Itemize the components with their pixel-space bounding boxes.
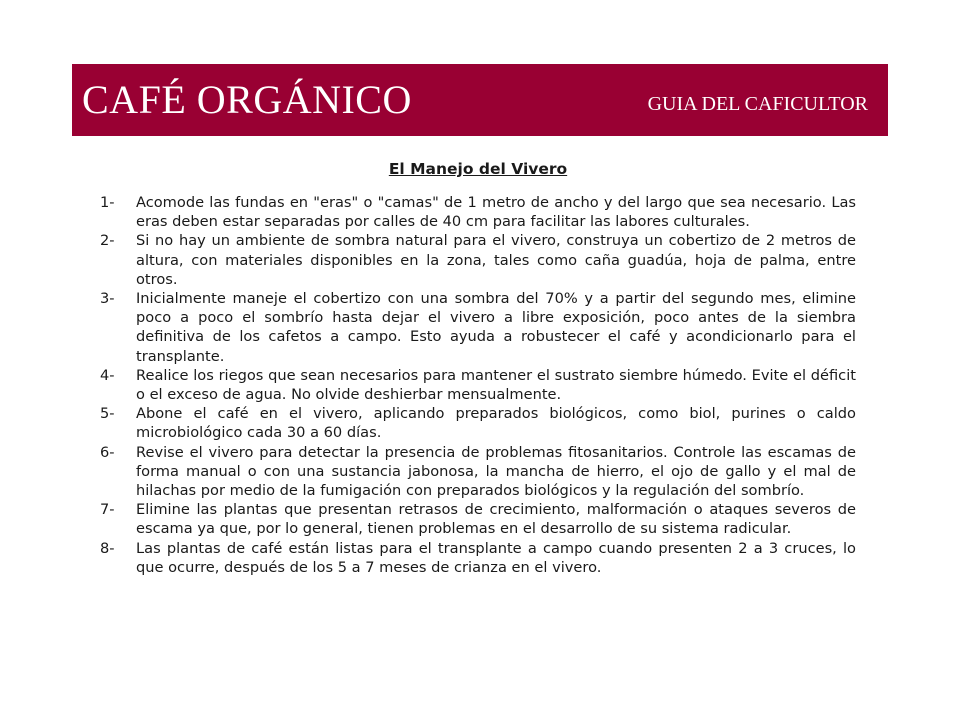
item-text: Si no hay un ambiente de sombra natural para el vivero, construya un cobertizo de 2 metros de altura, con materiales disponibles en la zona, tales como caña guadúa, hoja de palma, entre otros. <box>136 232 856 288</box>
list-item <box>100 539 856 577</box>
item-text: Las plantas de café están listas para el transplante a campo cuando presenten 2 a 3 cruces, lo que ocurre, después de los 5 a 7 meses de crianza en el vivero. <box>136 539 856 576</box>
list-item <box>100 193 856 231</box>
instruction-list <box>100 193 856 577</box>
item-number: 1- <box>100 194 115 211</box>
item-number: 3- <box>100 290 115 308</box>
list-item <box>100 404 856 442</box>
page-subtitle: GUIA DEL CAFICULTOR <box>647 93 868 115</box>
header-banner <box>72 64 888 136</box>
list-item <box>100 366 856 404</box>
item-number: 8- <box>100 539 115 557</box>
item-number: 2- <box>100 232 115 250</box>
list-item <box>100 231 856 289</box>
page-title: CAFÉ ORGÁNICO <box>82 77 412 122</box>
item-text: Elimine las plantas que presentan retrasos de crecimiento, malformación o ataques severos de escama ya que, por lo general, tienen problemas en el desarrollo de su sistema radicular. <box>136 501 856 538</box>
list-item <box>100 289 856 366</box>
document-body <box>100 155 856 577</box>
list-item <box>100 500 856 538</box>
item-number: 7- <box>100 501 115 519</box>
item-text: Acomode las fundas en "eras" o "camas" de 1 metro de ancho y del largo que sea necesario. Las eras deben estar separadas por calles de 40 cm para facilitar las labores culturales. <box>136 194 856 231</box>
list-item <box>100 443 856 501</box>
item-number: 5- <box>100 405 115 423</box>
item-number: 4- <box>100 366 115 384</box>
document-heading: El Manejo del Vivero <box>388 160 568 178</box>
item-text: Revise el vivero para detectar la presencia de problemas fitosanitarios. Controle las escamas de forma manual o con una sustancia jabonosa, la mancha de hierro, el ojo de gallo y el mal de hilachas por medio de la fumigación con preparados biológicos y la regulación del sombrío. <box>136 443 856 500</box>
item-number: 6- <box>100 443 115 461</box>
item-text: Realice los riegos que sean necesarios para mantener el sustrato siembre húmedo. Evite el déficit o el exceso de agua. No olvide deshierbar mensualmente. <box>136 366 856 404</box>
item-text: Abone el café en el vivero, aplicando preparados biológicos, como biol, purines o caldo microbiológico cada 30 a 60 días. <box>136 405 856 442</box>
item-text: Inicialmente maneje el cobertizo con una sombra del 70% y a partir del segundo mes, elimine poco a poco el sombrío hasta dejar el vivero a libre exposición, poco antes de la siembra definitiva de los cafetos a campo. Esto ayuda a robustecer el café y acondicionarlo para el transplante. <box>136 290 856 365</box>
